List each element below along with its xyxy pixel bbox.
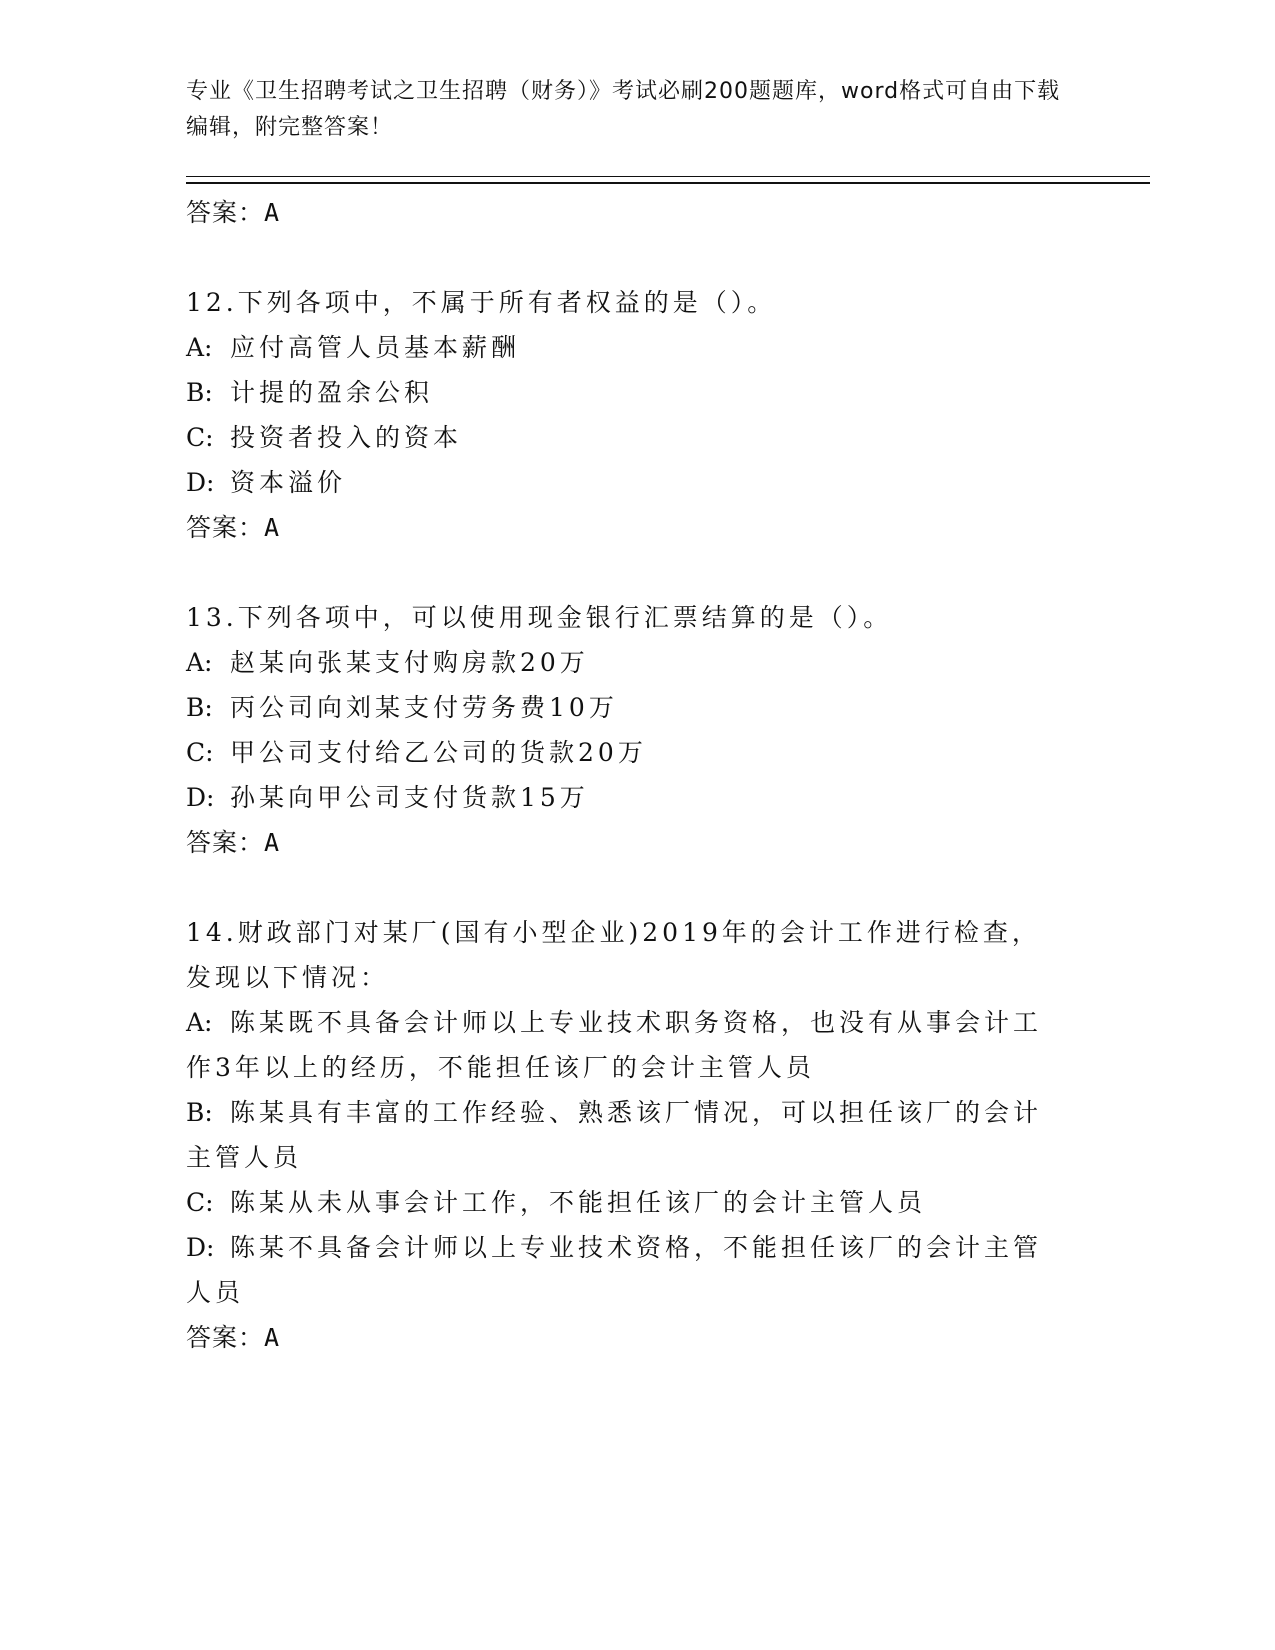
answer-value: A [264,828,281,857]
answer-line [186,820,1066,865]
option-d [186,775,1066,820]
option-b [186,1090,1066,1180]
answer-line [186,190,1066,235]
option-c [186,730,1066,775]
option-text: 陈某从未从事会计工作，不能担任该厂的会计主管人员 [230,1188,927,1217]
option-text: 投资者投入的资本 [230,423,463,452]
option-text: 甲公司支付给乙公司的货款20万 [230,738,647,767]
option-key: C: [186,738,214,767]
option-text: 孙某向甲公司支付货款15万 [230,783,589,812]
header-double-rule [186,176,1150,184]
question-stem: 12.下列各项中，不属于所有者权益的是（）。 [186,288,777,317]
option-key: D: [186,468,215,497]
question-stem: 13.下列各项中，可以使用现金银行汇票结算的是（）。 [186,603,893,632]
option-key: B: [186,1098,213,1127]
option-key: D: [186,1233,215,1262]
option-d [186,1225,1066,1315]
option-c [186,1180,1066,1225]
question-13 [186,595,1066,820]
option-text: 陈某既不具备会计师以上专业技术职务资格，也没有从事会计工作3年以上的经历，不能担任该厂的会计主管人员 [186,1008,1043,1082]
answer-label: 答案： [186,198,265,227]
option-text: 丙公司向刘某支付劳务费10万 [230,693,618,722]
option-key: B: [186,693,213,722]
answer-line [186,505,1066,550]
option-text: 资本溢价 [230,468,347,497]
answer-label: 答案： [186,1323,265,1352]
option-text: 计提的盈余公积 [230,378,434,407]
option-key: A: [186,648,213,677]
answer-line [186,1315,1066,1360]
spacer [186,550,1066,595]
option-b [186,370,1066,415]
option-text: 陈某不具备会计师以上专业技术资格，不能担任该厂的会计主管人员 [186,1233,1043,1307]
option-key: C: [186,1188,214,1217]
spacer [186,865,1066,910]
option-text: 陈某具有丰富的工作经验、熟悉该厂情况，可以担任该厂的会计主管人员 [186,1098,1043,1172]
document-body [186,190,1066,1360]
option-text: 赵某向张某支付购房款20万 [230,648,589,677]
question-12 [186,280,1066,505]
option-key: B: [186,378,213,407]
option-key: A: [186,1008,213,1037]
question-stem: 14.财政部门对某厂(国有小型企业)2019年的会计工作进行检查，发现以下情况： [186,918,1041,992]
answer-value: A [264,513,281,542]
option-a [186,1000,1066,1090]
answer-value: A [264,1323,281,1352]
header-text: 专业《卫生招聘考试之卫生招聘（财务）》考试必刷200题题库，word格式可自由下载编辑，附完整答案！ [186,79,1061,140]
answer-label: 答案： [186,828,265,857]
option-key: A: [186,333,213,362]
option-c [186,415,1066,460]
answer-value: A [264,198,281,227]
option-b [186,685,1066,730]
option-a [186,640,1066,685]
option-key: C: [186,423,214,452]
spacer [186,235,1066,280]
option-a [186,325,1066,370]
option-d [186,460,1066,505]
option-key: D: [186,783,215,812]
page-header [186,74,1066,146]
answer-label: 答案： [186,513,265,542]
question-14 [186,910,1066,1315]
option-text: 应付高管人员基本薪酬 [230,333,521,362]
